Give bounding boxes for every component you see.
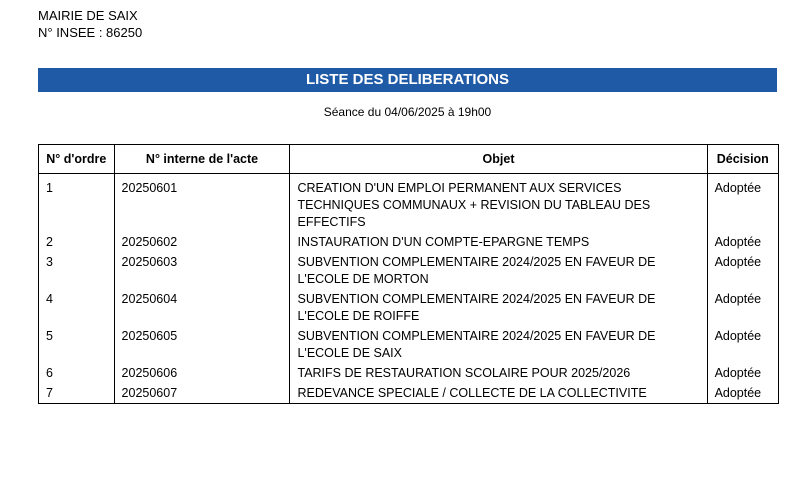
cell-ordre: 3 [39,254,115,291]
table-row [39,254,779,291]
insee-number: N° INSEE : 86250 [38,25,143,40]
table-row [39,365,779,385]
header-block [38,7,142,41]
cell-objet: TARIFS DE RESTAURATION SCOLAIRE POUR 2025/2026 [290,365,707,385]
cell-interne: 20250605 [114,328,290,365]
cell-ordre: 7 [39,385,115,404]
cell-ordre: 4 [39,291,115,328]
cell-objet: REDEVANCE SPECIALE / COLLECTE DE LA COLLECTIVITE [290,385,707,404]
table-row [39,174,779,235]
cell-decision: Adoptée [707,365,778,385]
cell-objet: CREATION D'UN EMPLOI PERMANENT AUX SERVICES TECHNIQUES COMMUNAUX + REVISION DU TABLEAU DES EFFECTIFS [290,174,707,235]
cell-interne: 20250603 [114,254,290,291]
table-row [39,234,779,254]
cell-objet: SUBVENTION COMPLEMENTAIRE 2024/2025 EN FAVEUR DE L'ECOLE DE MORTON [290,254,707,291]
commune-name: MAIRIE DE SAIX [38,8,138,23]
cell-decision: Adoptée [707,328,778,365]
column-header-interne: N° interne de l'acte [114,145,290,174]
deliberations-table [38,144,779,404]
cell-decision: Adoptée [707,174,778,235]
cell-ordre: 5 [39,328,115,365]
cell-decision: Adoptée [707,234,778,254]
table-row [39,291,779,328]
cell-objet: SUBVENTION COMPLEMENTAIRE 2024/2025 EN FAVEUR DE L'ECOLE DE SAIX [290,328,707,365]
cell-ordre: 1 [39,174,115,235]
table-row [39,328,779,365]
column-header-decision: Décision [707,145,778,174]
cell-decision: Adoptée [707,254,778,291]
cell-interne: 20250602 [114,234,290,254]
cell-interne: 20250607 [114,385,290,404]
seance-date: Séance du 04/06/2025 à 19h00 [323,105,492,119]
cell-objet: SUBVENTION COMPLEMENTAIRE 2024/2025 EN FAVEUR DE L'ECOLE DE ROIFFE [290,291,707,328]
cell-objet: INSTAURATION D'UN COMPTE-EPARGNE TEMPS [290,234,707,254]
cell-interne: 20250604 [114,291,290,328]
cell-decision: Adoptée [707,291,778,328]
cell-decision: Adoptée [707,385,778,404]
page-title-banner: LISTE DES DELIBERATIONS [38,68,777,92]
column-header-objet: Objet [290,145,707,174]
table-row [39,385,779,404]
column-header-ordre: N° d'ordre [39,145,115,174]
cell-interne: 20250601 [114,174,290,235]
table-header-row [39,145,779,174]
cell-ordre: 6 [39,365,115,385]
cell-ordre: 2 [39,234,115,254]
cell-interne: 20250606 [114,365,290,385]
